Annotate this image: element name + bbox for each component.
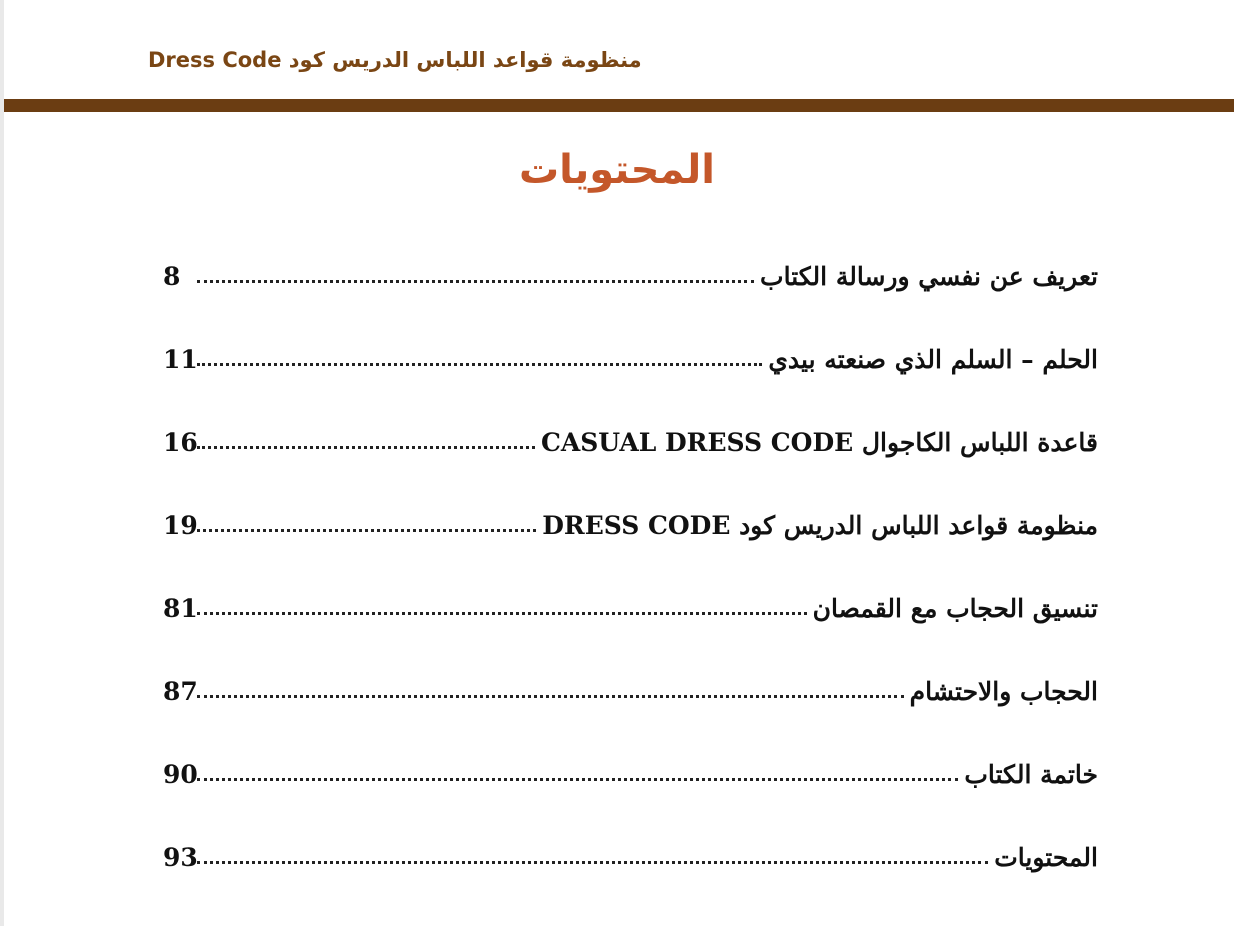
toc-entry-page: 11 [163,344,198,374]
toc-entry-title: الحجاب والاحتشام [909,676,1098,706]
toc-entry-title: الحلم – السلم الذي صنعته بيدي [768,344,1098,374]
toc-entry-page: 81 [163,593,198,623]
toc-entry-page: 90 [163,759,198,789]
toc-entry[interactable] [163,248,1098,292]
toc-entry-page: 16 [163,427,198,457]
toc-entry[interactable] [163,331,1098,375]
toc-entry[interactable] [163,746,1098,790]
toc-entry-leader [197,529,536,532]
toc-entry[interactable] [163,663,1098,707]
toc-entry[interactable] [163,829,1098,873]
toc-entry[interactable] [163,497,1098,541]
toc-entry-leader [197,363,762,366]
toc-entry-page: 87 [163,676,198,706]
toc-entry-leader [197,778,958,781]
toc-entry-title: تنسيق الحجاب مع القمصان [812,593,1098,623]
toc-entry-title: المحتويات [994,842,1098,872]
toc-list [163,0,1098,926]
toc-entry-leader [197,612,807,615]
toc-entry[interactable] [163,414,1098,458]
toc-entry-leader [197,446,535,449]
toc-entry-page: 93 [163,842,198,872]
toc-entry-title: قاعدة اللباس الكاجوال CASUAL DRESS CODE [540,427,1098,457]
toc-entry-title: منظومة قواعد اللباس الدريس كود DRESS CODE [542,510,1098,540]
toc-entry-leader [197,695,904,698]
running-header-title: منظومة قواعد اللباس الدريس كود Dress Code [148,48,642,72]
toc-entry-page: 8 [163,261,181,291]
toc-heading: المحتويات [518,147,715,193]
toc-entry-leader [197,861,988,864]
toc-entry-title: تعريف عن نفسي ورسالة الكتاب [760,261,1098,291]
toc-entry[interactable] [163,580,1098,624]
toc-entry-page: 19 [163,510,198,540]
page-left-edge [0,0,4,926]
toc-entry-leader [197,280,754,283]
toc-entry-title: خاتمة الكتاب [964,759,1098,789]
